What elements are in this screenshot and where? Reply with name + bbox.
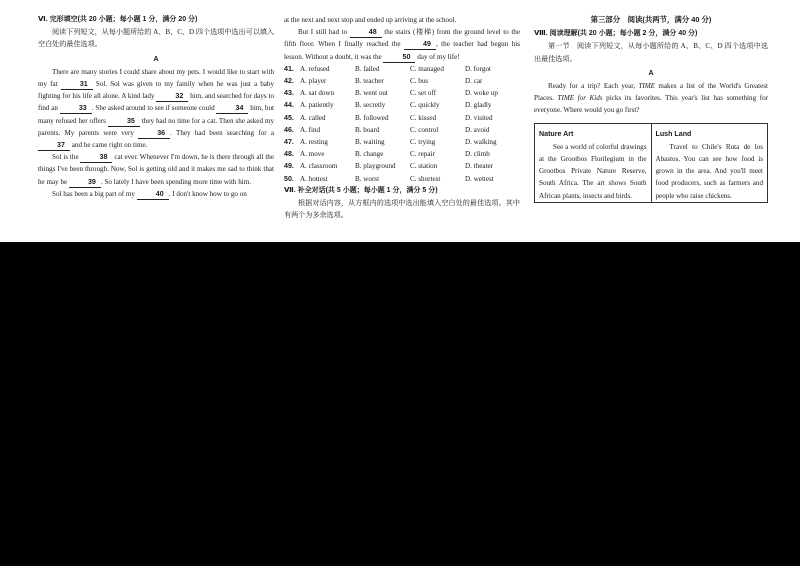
option-c: C. quickly bbox=[410, 101, 440, 110]
question-number: 50. bbox=[284, 174, 294, 183]
option-c: C. kissed bbox=[410, 113, 437, 122]
option-b: B. playground bbox=[355, 162, 396, 171]
option-a: A. sat down bbox=[300, 89, 335, 98]
option-c: C. repair bbox=[410, 150, 435, 159]
option-c: C. bus bbox=[410, 77, 429, 86]
option-b: B. change bbox=[355, 150, 384, 159]
continued-text: at the next and next stop and ended up arriving at the school. bbox=[284, 16, 457, 24]
option-row bbox=[284, 160, 520, 172]
question-number: 47. bbox=[284, 138, 294, 147]
blank-34: 34 bbox=[216, 103, 248, 114]
option-d: D. car bbox=[465, 77, 483, 86]
nature-art-text: See a world of colorful drawings at the Grootbos Florilegium in the Grootbos Private Nature Reserve, South Africa. The art shows South African plants, insects and birds. bbox=[539, 142, 647, 200]
option-d: D. visited bbox=[465, 113, 493, 122]
option-row bbox=[284, 173, 520, 185]
option-d: D. avoid bbox=[465, 125, 490, 134]
option-a: A. player bbox=[300, 77, 327, 86]
nature-art-title: Nature Art bbox=[539, 129, 574, 138]
option-a: A. resting bbox=[300, 138, 328, 147]
cloze-paragraph-last: But I still had to 48 the stairs (楼梯) from the ground level to the fifth floor. When I finally reached the 49 , the teacher had begun his lesson. Without a doubt, it was the 50 day of my life! bbox=[284, 28, 520, 61]
option-row bbox=[284, 63, 520, 75]
question-number: 46. bbox=[284, 125, 294, 134]
blank-35: 35 bbox=[108, 116, 140, 127]
box-nature-art bbox=[535, 123, 652, 202]
part-three-title: 第三部分 阅读(共两节，满分 40 分) bbox=[590, 15, 712, 24]
dialogue-instruction: 根据对话内容，从方框内的选项中选出能填入空白处的最佳选项。其中有两个为多余选项。 bbox=[284, 199, 520, 220]
option-b: B. followed bbox=[355, 113, 389, 122]
option-a: A. classroom bbox=[300, 162, 338, 171]
option-c: C. shortest bbox=[410, 174, 441, 183]
blank-36: 36 bbox=[138, 128, 170, 139]
blank-39: 39 bbox=[69, 177, 101, 188]
option-c: C. trying bbox=[410, 138, 436, 147]
lush-land-title: Lush Land bbox=[655, 129, 692, 138]
option-a: A. find bbox=[300, 125, 321, 134]
option-d: D. woke up bbox=[465, 89, 498, 98]
option-b: B. teacher bbox=[355, 77, 384, 86]
blank-38: 38 bbox=[80, 152, 112, 163]
passage-label-a-reading: A bbox=[648, 68, 654, 77]
option-row bbox=[284, 148, 520, 160]
blank-40: 40 bbox=[137, 189, 169, 200]
dialogue-section-title: Ⅶ. 补全对话(共 5 小题；每小题 1 分，满分 5 分) bbox=[284, 186, 438, 194]
option-a: A. move bbox=[300, 150, 325, 159]
option-row bbox=[284, 75, 520, 87]
option-d: D. theater bbox=[465, 162, 493, 171]
reading-section-title: Ⅷ. 阅读理解(共 20 小题；每小题 2 分，满分 40 分) bbox=[534, 30, 698, 38]
option-c: C. set off bbox=[410, 89, 437, 98]
column-middle bbox=[284, 14, 520, 221]
cloze-paragraph-2: Sol is the 38 cat ever. Whenever I'm down, he is there through all the things I've been through. Now, Sol is getting old and it makes me sad to think that he may be 39 . So lately I have been spending more time with him. bbox=[38, 153, 274, 186]
question-number: 45. bbox=[284, 113, 294, 122]
option-b: B. went out bbox=[355, 89, 388, 98]
blank-49: 49 bbox=[404, 39, 436, 50]
question-number: 49. bbox=[284, 162, 294, 171]
column-right bbox=[534, 14, 768, 203]
cloze-section-title: Ⅵ. 完形填空(共 20 小题；每小题 1 分，满分 20 分) bbox=[38, 16, 198, 23]
question-number: 44. bbox=[284, 101, 294, 110]
option-a: A. patiently bbox=[300, 101, 334, 110]
option-b: B. worst bbox=[355, 174, 380, 183]
blank-48: 48 bbox=[350, 27, 382, 38]
option-d: D. walking bbox=[465, 138, 497, 147]
blank-33: 33 bbox=[60, 103, 92, 114]
option-c: C. control bbox=[410, 125, 439, 134]
option-a: A. called bbox=[300, 113, 326, 122]
option-row bbox=[284, 136, 520, 148]
option-a: A. refused bbox=[300, 64, 330, 73]
option-d: D. forgot bbox=[465, 64, 491, 73]
column-left bbox=[38, 14, 274, 200]
places-box bbox=[534, 123, 768, 203]
cloze-paragraph-3: Sol has been a big part of my 40 . I don't know how to go on bbox=[52, 189, 247, 198]
cloze-paragraph-1: There are many stories I could share about my pets. I would like to start with my fat 31 Sol. Sol was given to my family when he was just a baby fighting for his life all alone. A kind lady 32 him, and searched for days to find an 33 . She asked around to see if someone could 34 him, but many refused her offers 35 they had no time for a cat. Then she asked my parents. My parents were very 36 . They had been searching for a 37 and he came right on time. bbox=[38, 67, 275, 150]
option-b: B. waiting bbox=[355, 138, 385, 147]
option-c: C. station bbox=[410, 162, 438, 171]
option-d: D. climb bbox=[465, 150, 490, 159]
option-row bbox=[284, 87, 520, 99]
option-row bbox=[284, 124, 520, 136]
options-list bbox=[284, 63, 520, 185]
question-number: 42. bbox=[284, 77, 294, 86]
reading-intro: Ready for a trip? Each year, TIME makes a list of the World's Greatest Places. TIME for Kids picks its favorites. This year's list has something for everyone. Where would you go first? bbox=[534, 82, 769, 115]
blank-32: 32 bbox=[156, 91, 188, 102]
blank-31: 31 bbox=[61, 79, 93, 90]
option-d: D. gladly bbox=[465, 101, 492, 110]
option-b: B. secretly bbox=[355, 101, 386, 110]
option-a: A. hottest bbox=[300, 174, 328, 183]
cloze-instruction: 阅读下列短文，从每小题所给的 A、B、C、D 四个选项中选出可以填入空白处的最佳选项。 bbox=[38, 28, 274, 49]
option-d: D. wettest bbox=[465, 174, 494, 183]
reading-instruction: 第一节 阅读下列短文，从每小题所给的 A、B、C、D 四个选项中选出最佳选项。 bbox=[534, 42, 768, 63]
option-b: B. failed bbox=[355, 64, 380, 73]
box-lush-land bbox=[651, 123, 768, 202]
option-b: B. board bbox=[355, 125, 380, 134]
lush-land-text: Travel to Chile's Ruta de los Abastos. You can see how food is grown in the area. And you'll meet food producers, such as farmers and people who raise chickens. bbox=[655, 142, 763, 200]
question-number: 41. bbox=[284, 64, 294, 73]
option-c: C. managed bbox=[410, 64, 444, 73]
question-number: 48. bbox=[284, 150, 294, 159]
option-row bbox=[284, 112, 520, 124]
question-number: 43. bbox=[284, 89, 294, 98]
blank-50: 50 bbox=[383, 52, 415, 63]
passage-label-a: A bbox=[153, 54, 159, 63]
blank-37: 37 bbox=[38, 140, 70, 151]
black-redaction-area bbox=[0, 242, 800, 566]
option-row bbox=[284, 99, 520, 111]
